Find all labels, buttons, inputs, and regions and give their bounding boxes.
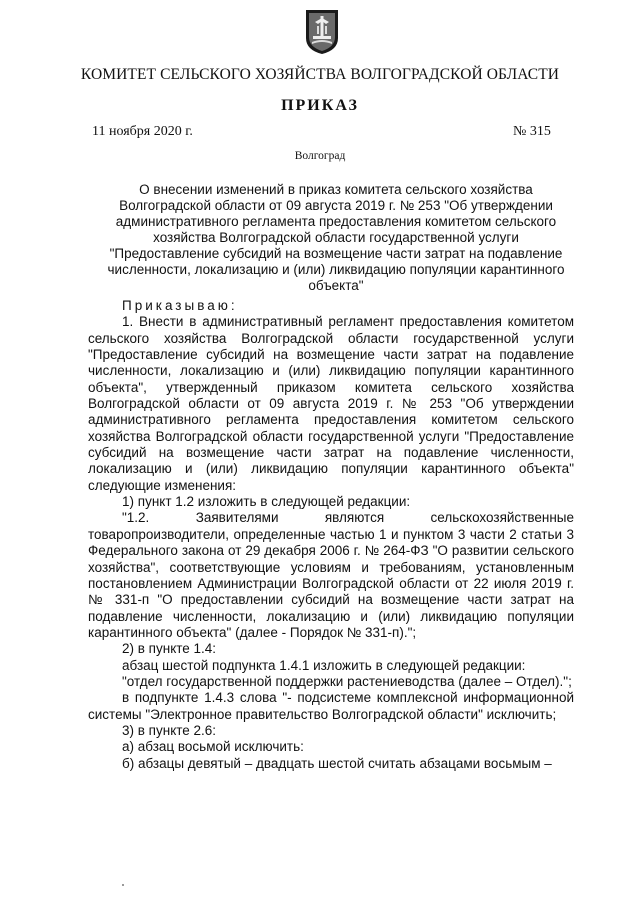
subject-line: хозяйства Волгоградской области государственной услуги xyxy=(153,230,519,245)
subject-line: численности, локализацию и (или) ликвидацию популяции карантинного xyxy=(107,262,565,277)
organization-name: КОМИТЕТ СЕЛЬСКОГО ХОЗЯЙСТВА ВОЛГОГРАДСКОЙ ОБЛАСТИ xyxy=(80,66,560,83)
document-city: Волгоград xyxy=(294,150,346,162)
subject-line: Волгоградской области от 09 августа 2019 г. № 253 "Об утверждении xyxy=(119,198,553,213)
body-paragraph: "отдел государственной поддержки растениеводства (далее – Отдел)."; xyxy=(122,673,572,689)
document-date: 11 ноября 2020 г. xyxy=(92,124,193,139)
document-type: ПРИКАЗ xyxy=(281,97,359,114)
subject-line: "Предоставление субсидий на возмещение части затрат на подавление xyxy=(109,246,563,261)
body-paragraph: а) абзац восьмой исключить: xyxy=(122,739,304,755)
document-body xyxy=(88,298,574,772)
scan-artifact xyxy=(122,884,124,886)
document-number: № 315 xyxy=(513,124,551,139)
document-subject xyxy=(92,182,580,294)
body-paragraph: 3) в пункте 2.6: xyxy=(122,722,217,738)
body-paragraph: 2) в пункте 1.4: xyxy=(122,641,217,657)
coat-of-arms-icon xyxy=(304,8,340,56)
body-paragraph: 1) пункт 1.2 изложить в следующей редакции: xyxy=(122,494,411,510)
subject-line: административного регламента предоставления комитетом сельского xyxy=(115,214,557,229)
body-paragraph: б) абзацы девятый – двадцать шестой считать абзацами восьмым – xyxy=(122,755,552,771)
body-paragraph: "1.2. Заявителями являются сельскохозяйственные товаропроизводители, определенные частью 1 и пунктом 3 части 2 статьи 3 Федерального закона от 29 декабря 2006 г. № 264-ФЗ "О развитии сельского хозяйства", соответствующие условиям и требованиям, установленным постановлением Администрации Волгоградской области от 22 июля 2019 г. № 331-п "О предоставлении субсидий на возмещение части затрат на подавление численности, локализацию и (или) ликвидацию популяции карантинного объекта" (далее - Порядок № 331-п)."; xyxy=(88,510,574,640)
body-paragraph: абзац шестой подпункта 1.4.1 изложить в следующей редакции: xyxy=(122,657,526,673)
subject-line: О внесении изменений в приказ комитета сельского хозяйства xyxy=(139,182,533,197)
body-paragraph: в подпункте 1.4.3 слова "- подсистеме комплексной информационной системы "Электронное правительство Волгоградской области" исключить; xyxy=(88,690,574,722)
body-paragraph: 1. Внести в административный регламент предоставления комитетом сельского хозяйства Волгоградской области государственной услуги "Предоставление субсидий на возмещение части затрат на подавление численности, локализацию и (или) ликвидацию популяции карантинного объекта", утвержденный приказом комитета сельского хозяйства Волгоградской области от 09 августа 2019 г. № 253 "Об утверждении административного регламента предоставления комитетом сельского хозяйства Волгоградской области государственной услуги "Предоставление субсидий на возмещение части затрат на подавление численности, локализацию и (или) ликвидацию популяции карантинного объекта" следующие изменения: xyxy=(88,314,574,493)
order-word: Приказываю: xyxy=(122,298,238,313)
subject-line: объекта" xyxy=(308,278,364,293)
